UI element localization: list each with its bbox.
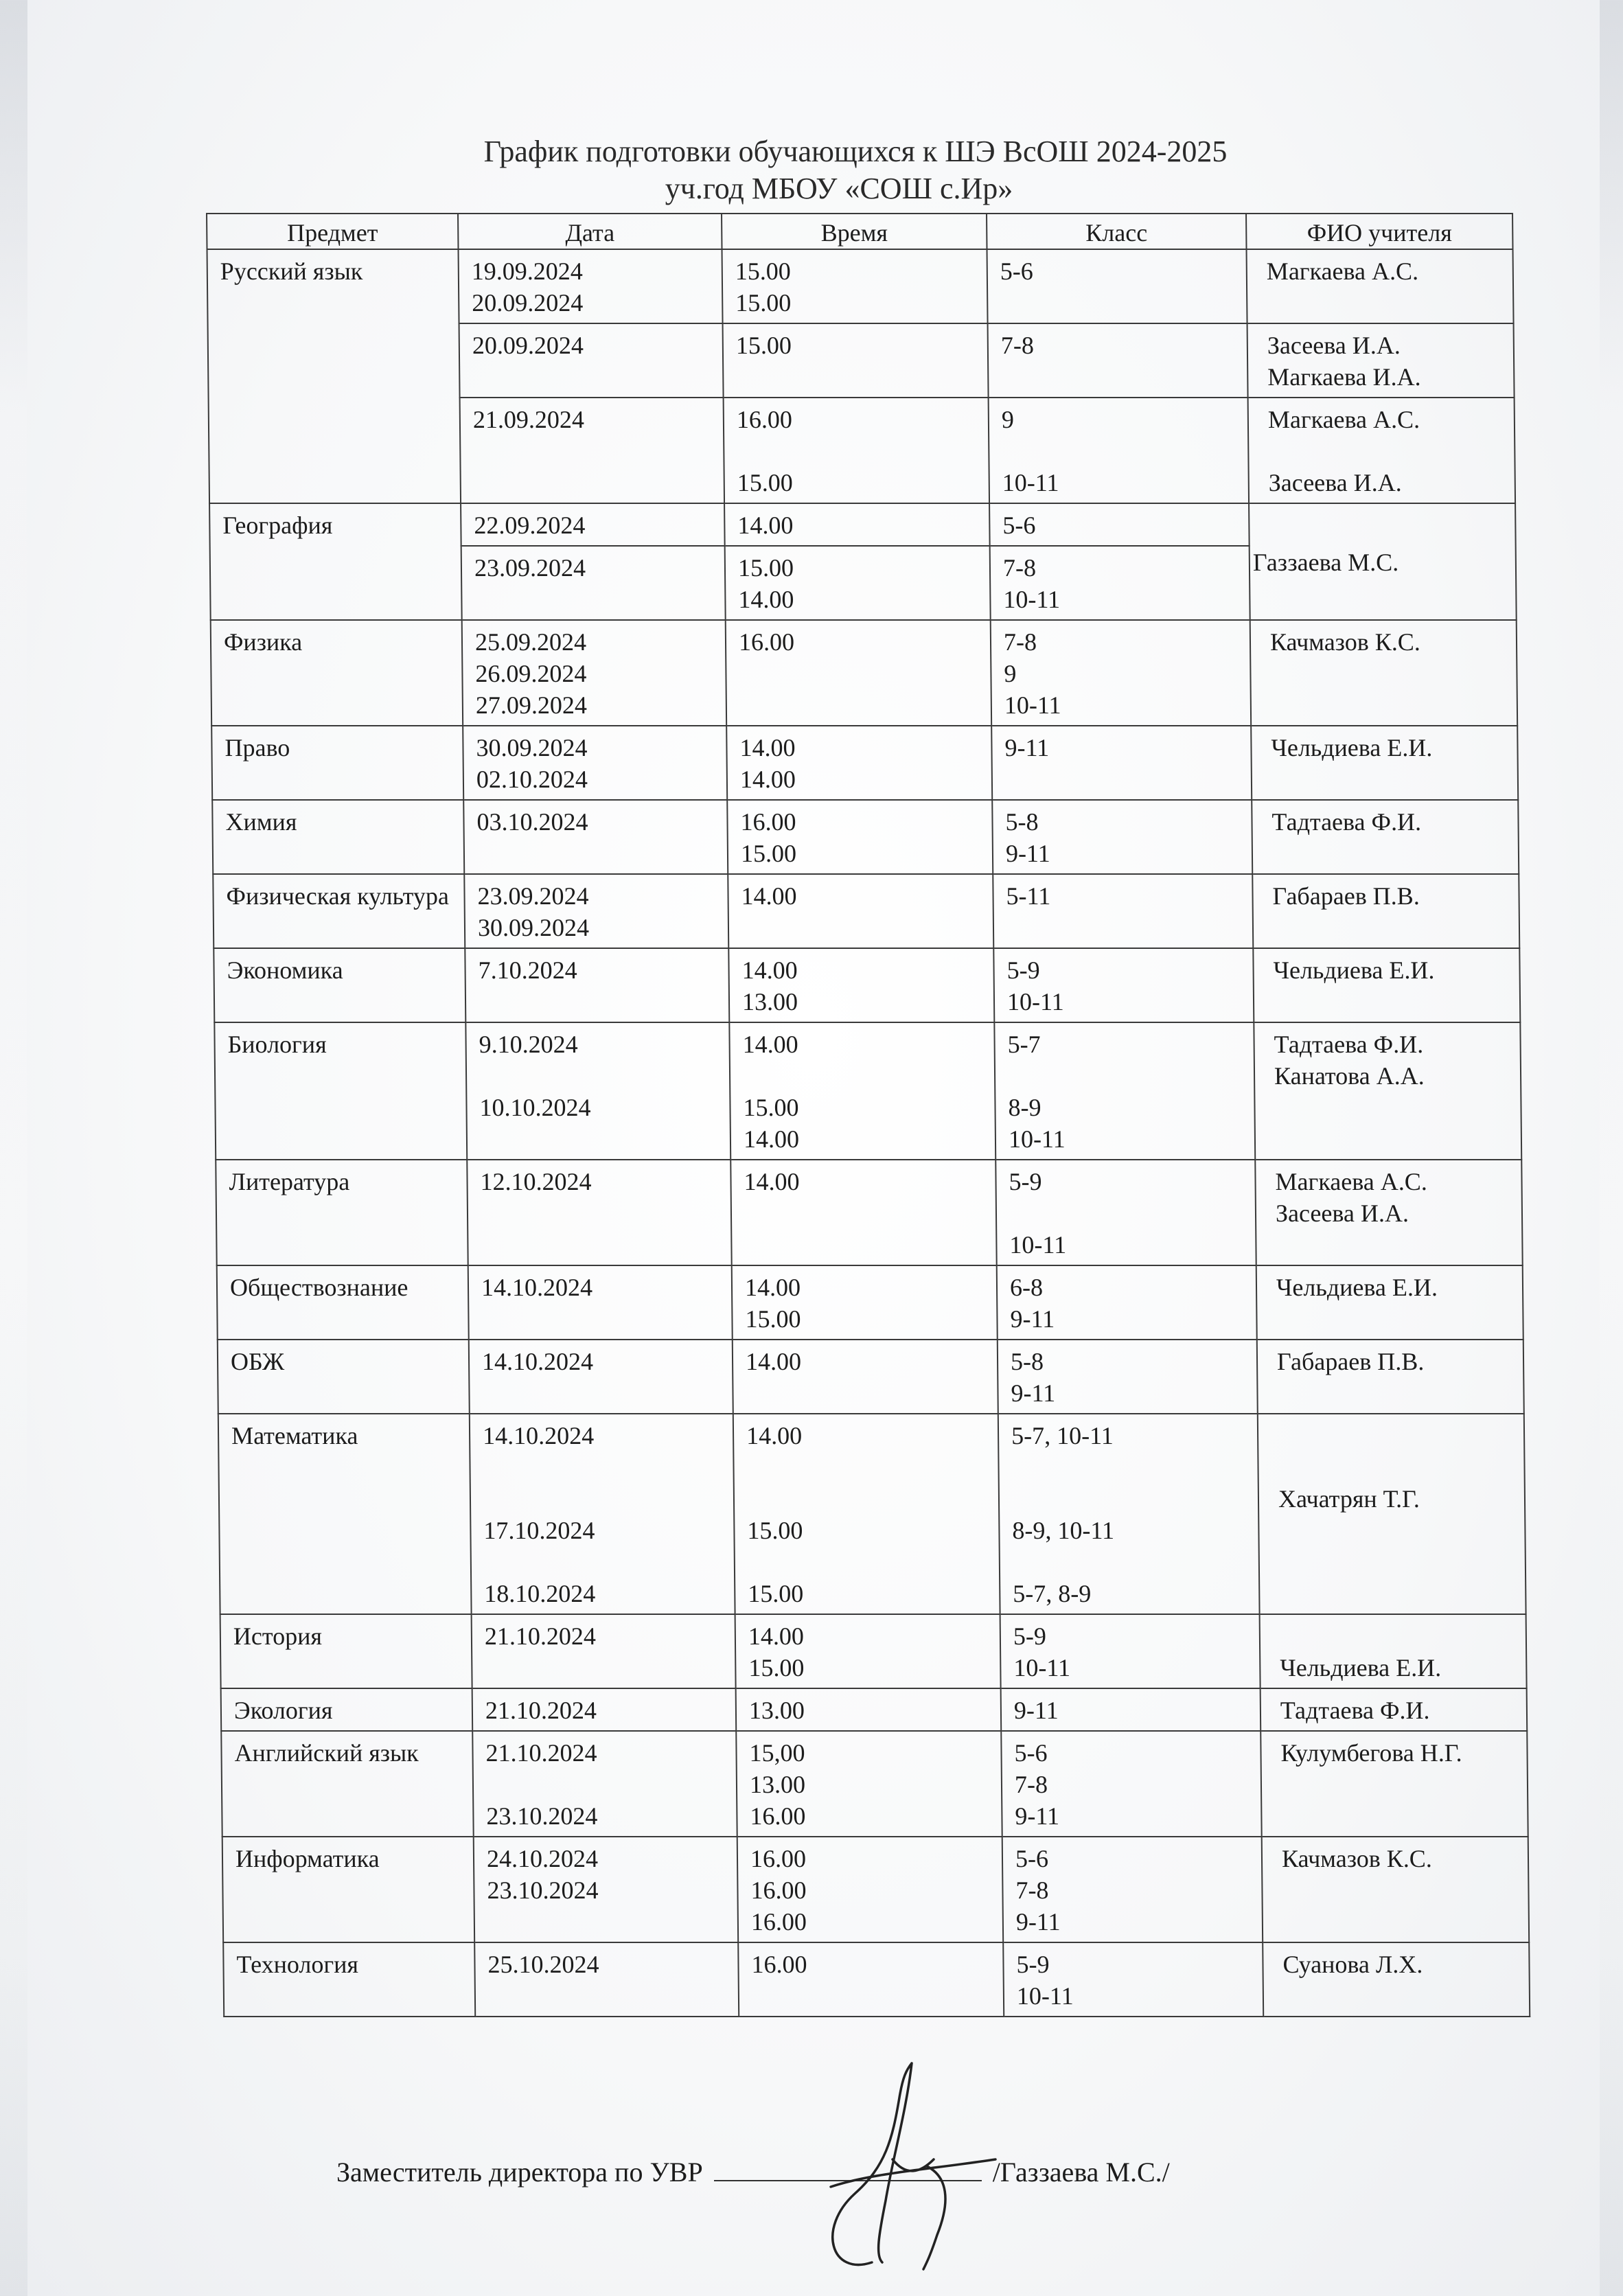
time-cell-line: 16.00 (736, 406, 793, 433)
subject-cell: Технология (223, 1942, 475, 2017)
position-label: Заместитель директора по УВР (336, 2157, 703, 2188)
class-cell-line: 7-8 (1015, 1876, 1049, 1904)
teacher-cell-line: Магкаева А.С. (1275, 1168, 1427, 1195)
time-cell-line (743, 1060, 985, 1092)
date-cell-line: 21.09.2024 (472, 406, 585, 433)
date-cell-line (479, 1060, 720, 1092)
class-cell-line: 7-8 (1000, 332, 1035, 359)
class-cell-line: 10-11 (1013, 1654, 1071, 1681)
date-cell-line: 14.10.2024 (481, 1274, 593, 1301)
date-cell-line: 23.10.2024 (486, 1802, 598, 1830)
table-row (214, 1022, 1521, 1160)
time-cell-line: 15.00 (735, 289, 792, 317)
teacher-cell-line: Суанова Л.Х. (1282, 1951, 1423, 1978)
table-row (221, 1688, 1528, 1731)
teacher-cell (1252, 874, 1519, 948)
class-cell (998, 1414, 1260, 1614)
class-cell (989, 503, 1250, 546)
class-cell (1002, 1837, 1263, 1942)
time-cell (728, 874, 993, 948)
teacher-cell (1250, 620, 1517, 726)
date-cell (465, 1022, 730, 1160)
date-cell-line: 9.10.2024 (479, 1031, 578, 1058)
time-cell (725, 546, 991, 620)
subject-cell: ОБЖ (218, 1340, 470, 1414)
class-cell-line (1012, 1483, 1248, 1515)
teacher-cell-line: Канатова А.А. (1274, 1062, 1425, 1090)
class-cell (1000, 1614, 1261, 1688)
teacher-cell (1251, 726, 1518, 800)
table-row (223, 1942, 1530, 2017)
teacher-cell-line: Засеева И.А. (1268, 469, 1402, 496)
teacher-cell-line: Качмазов К.С. (1281, 1845, 1432, 1872)
table-row (217, 1265, 1523, 1340)
class-cell (995, 1160, 1256, 1265)
date-cell-line: 25.09.2024 (474, 628, 587, 656)
subject-cell: Обществознание (217, 1265, 469, 1340)
time-cell-line: 14.00 (739, 766, 796, 793)
date-cell-line: 24.10.2024 (486, 1845, 599, 1872)
class-cell-line: 9-11 (1013, 1697, 1059, 1724)
time-cell-line: 16.00 (750, 1908, 807, 1936)
teacher-cell (1260, 1614, 1527, 1688)
subject-cell: Экономика (214, 948, 465, 1022)
teacher-cell-line: Габараев П.В. (1272, 882, 1420, 910)
subject-cell: Экология (221, 1688, 473, 1731)
class-cell-line (1011, 1451, 1247, 1483)
time-cell (727, 800, 993, 874)
date-cell (464, 874, 728, 948)
time-cell-line: 15.00 (748, 1580, 804, 1607)
time-cell-line: 14.00 (748, 1622, 805, 1650)
time-cell (735, 1614, 1001, 1688)
date-cell (470, 1414, 735, 1614)
date-cell-line: 21.10.2024 (485, 1697, 597, 1724)
date-cell (472, 1731, 737, 1837)
time-cell-line: 13.00 (741, 988, 798, 1015)
teacher-cell-line: Хачатрян Т.Г. (1278, 1485, 1420, 1513)
class-cell-line: 9-11 (1015, 1908, 1061, 1936)
class-cell-line (1008, 1060, 1244, 1092)
time-cell (724, 503, 990, 546)
date-cell-line: 20.09.2024 (472, 289, 584, 317)
subject-cell: Физика (211, 620, 463, 726)
time-cell-line (746, 1451, 988, 1483)
date-cell (465, 948, 729, 1022)
class-cell (1001, 1688, 1261, 1731)
subject-cell: География (209, 503, 462, 620)
table-row (218, 1340, 1524, 1414)
table-row (211, 620, 1517, 726)
table-header-row (207, 214, 1512, 249)
time-cell-line: 16.00 (750, 1876, 807, 1904)
teacher-cell-line: Засеева И.А. (1275, 1199, 1409, 1227)
teacher-cell-line: Тадтаева Ф.И. (1274, 1031, 1424, 1058)
date-cell-line: 10.10.2024 (479, 1094, 591, 1121)
time-cell (732, 1265, 998, 1340)
class-cell-line: 9-11 (1015, 1802, 1060, 1830)
time-cell-line: 16.00 (740, 808, 796, 836)
time-cell-line: 15.00 (748, 1654, 805, 1681)
time-cell-line: 15.00 (737, 554, 794, 582)
time-cell-line: 14.00 (738, 586, 794, 613)
table-row (211, 726, 1518, 800)
schedule-table-body (207, 249, 1530, 2017)
time-cell-line (748, 1546, 989, 1578)
date-cell (474, 1837, 738, 1942)
time-cell-line: 14.00 (737, 512, 794, 539)
date-cell-line: 14.10.2024 (481, 1348, 594, 1375)
class-cell-line: 8-9 (1008, 1094, 1041, 1121)
document-title-line-1: График подготовки обучающихся к ШЭ ВсОШ 2024-2025 (483, 135, 1228, 168)
date-cell-line: 18.10.2024 (484, 1580, 596, 1607)
teacher-cell-line: Чельдиева Е.И. (1271, 734, 1433, 761)
teacher-cell-line: Тадтаева Ф.И. (1271, 808, 1422, 836)
date-cell-line: 19.09.2024 (471, 257, 584, 285)
date-cell (461, 503, 725, 546)
class-cell-line: 10-11 (1004, 691, 1061, 719)
teacher-cell-line (1278, 1451, 1514, 1483)
table-row (221, 1731, 1528, 1837)
time-cell (723, 323, 989, 398)
date-cell-line: 12.10.2024 (480, 1168, 592, 1195)
time-cell (728, 948, 994, 1022)
class-cell-line (1002, 435, 1238, 467)
table-row (207, 249, 1514, 323)
date-cell-line: 14.10.2024 (482, 1422, 595, 1449)
date-cell-line: 30.09.2024 (476, 734, 588, 761)
teacher-cell-line: Чельдиева Е.И. (1280, 1654, 1442, 1681)
date-cell (463, 800, 728, 874)
date-cell (469, 1340, 733, 1414)
class-cell (1001, 1731, 1261, 1837)
class-cell-line: 5-6 (1002, 512, 1036, 539)
date-cell (462, 620, 726, 726)
class-cell (998, 1340, 1258, 1414)
time-cell-line: 15.00 (745, 1305, 801, 1333)
date-cell-line (483, 1483, 724, 1515)
class-cell-line: 5-6 (1000, 257, 1034, 285)
time-cell-line: 15,00 (749, 1739, 805, 1767)
table-row (222, 1837, 1529, 1942)
class-cell-line: 5-8 (1005, 808, 1039, 836)
teacher-cell-line: Кулумбегова Н.Г. (1280, 1739, 1462, 1767)
class-cell (994, 1022, 1255, 1160)
date-cell-line (474, 467, 714, 498)
date-cell-line (473, 435, 713, 467)
class-cell-line: 5-9 (1009, 1168, 1042, 1195)
table-row (212, 800, 1519, 874)
date-cell (460, 398, 724, 503)
teacher-cell-line: Газзаева М.С. (1252, 549, 1399, 576)
teacher-cell (1262, 1837, 1529, 1942)
date-cell (461, 546, 726, 620)
teacher-cell-line: Магкаева А.С. (1267, 406, 1420, 433)
class-cell (990, 546, 1250, 620)
date-cell-line: 7.10.2024 (478, 956, 577, 984)
time-cell (736, 1731, 1002, 1837)
teacher-cell (1249, 503, 1517, 620)
class-cell-line: 10-11 (1009, 1231, 1067, 1259)
class-cell-line: 6-8 (1009, 1274, 1044, 1301)
subject-cell: Физическая культура (213, 874, 465, 948)
date-cell (459, 249, 723, 323)
date-cell-line (486, 1769, 726, 1800)
class-cell (987, 249, 1247, 323)
date-cell-line: 21.10.2024 (484, 1622, 597, 1650)
time-cell (736, 1688, 1002, 1731)
time-cell (726, 620, 991, 726)
class-cell (991, 726, 1252, 800)
teacher-cell-line: Чельдиева Е.И. (1273, 956, 1435, 984)
subject-cell: Биология (214, 1022, 467, 1160)
teacher-cell-line: Магкаева И.А. (1267, 363, 1421, 391)
class-cell-line: 5-8 (1010, 1348, 1044, 1375)
teacher-cell (1255, 1160, 1522, 1265)
date-cell (472, 1614, 736, 1688)
signature-block (336, 2156, 1170, 2188)
class-cell-line: 5-6 (1014, 1739, 1048, 1767)
time-cell-line: 14.00 (742, 1031, 798, 1058)
date-cell-line (484, 1546, 724, 1578)
class-cell-line: 10-11 (1006, 988, 1064, 1015)
teacher-cell-line (1278, 1420, 1514, 1451)
teacher-cell (1252, 800, 1519, 874)
class-cell-line: 7-8 (1003, 628, 1037, 656)
teacher-cell-line: Магкаева А.С. (1266, 257, 1419, 285)
time-cell (726, 726, 992, 800)
teacher-cell (1261, 1731, 1528, 1837)
subject-cell: История (220, 1614, 472, 1688)
column-header-date: Дата (458, 214, 722, 249)
date-cell (468, 1265, 733, 1340)
time-cell-line (747, 1483, 989, 1515)
column-header-teacher: ФИО учителя (1246, 214, 1512, 249)
class-cell (992, 800, 1252, 874)
time-cell-line: 14.00 (739, 734, 796, 761)
class-cell-line: 9-11 (1011, 1379, 1056, 1407)
teacher-cell-line: Габараев П.В. (1276, 1348, 1425, 1375)
class-cell-line: 9 (1004, 660, 1017, 687)
date-cell-line: 25.10.2024 (487, 1951, 599, 1978)
class-cell-line: 9 (1001, 406, 1015, 433)
date-cell-line: 23.09.2024 (474, 554, 586, 582)
table-row (216, 1160, 1522, 1265)
teacher-cell (1258, 1414, 1526, 1614)
time-cell (737, 1837, 1003, 1942)
time-cell (730, 1160, 996, 1265)
time-cell (724, 398, 989, 503)
subject-cell: Русский язык (207, 249, 461, 503)
class-cell (993, 948, 1254, 1022)
class-cell-line: 10-11 (1002, 469, 1059, 496)
time-cell-line: 13.00 (749, 1771, 806, 1798)
teacher-cell (1254, 1022, 1521, 1160)
time-cell-line (737, 435, 978, 467)
column-header-subject: Предмет (207, 214, 458, 249)
column-header-class: Класс (987, 214, 1246, 249)
teacher-cell (1247, 249, 1514, 323)
date-cell-line: 21.10.2024 (485, 1739, 597, 1767)
subject-cell: Право (211, 726, 463, 800)
time-cell (738, 1942, 1004, 2017)
class-cell (991, 620, 1251, 726)
time-cell-line: 16.00 (750, 1845, 807, 1872)
time-cell-line: 14.00 (745, 1348, 802, 1375)
class-cell-line: 5-9 (1013, 1622, 1047, 1650)
date-cell-line: 23.09.2024 (477, 882, 589, 910)
class-cell-line: 9-11 (1010, 1305, 1055, 1333)
class-cell-line: 5-7, 8-9 (1013, 1580, 1092, 1607)
class-cell-line: 5-9 (1006, 956, 1040, 984)
time-cell (729, 1022, 995, 1160)
date-cell (474, 1942, 739, 2017)
table-row (209, 503, 1516, 546)
time-cell-line: 14.00 (741, 956, 798, 984)
class-cell-line: 5-9 (1016, 1951, 1050, 1978)
date-cell-line: 23.10.2024 (487, 1876, 599, 1904)
teacher-cell-line (1280, 1620, 1516, 1652)
teacher-cell (1257, 1340, 1524, 1414)
handwritten-signature (790, 2056, 1009, 2283)
time-cell-line: 16.00 (738, 628, 795, 656)
schedule-table (206, 213, 1530, 2017)
teacher-cell-line (1268, 435, 1504, 467)
time-cell-line: 13.00 (748, 1697, 805, 1724)
teacher-cell (1263, 1942, 1530, 2017)
teacher-cell-line: Тадтаева Ф.И. (1280, 1697, 1430, 1724)
teacher-cell (1261, 1688, 1528, 1731)
time-cell (722, 249, 988, 323)
teacher-cell-line: Качмазов К.С. (1269, 628, 1420, 656)
document-title-line-2: уч.год МБОУ «СОШ с.Ир» (665, 172, 1013, 205)
class-cell-line: 10-11 (1016, 1982, 1074, 2010)
table-row (213, 874, 1519, 948)
time-cell-line: 14.00 (746, 1422, 803, 1449)
class-cell-line: 10-11 (1008, 1125, 1066, 1153)
class-cell (989, 398, 1249, 503)
date-cell-line: 17.10.2024 (483, 1517, 595, 1544)
class-cell-line: 5-11 (1006, 882, 1051, 910)
time-cell-line: 15.00 (735, 332, 792, 359)
time-cell-line: 14.00 (744, 1274, 801, 1301)
date-cell (472, 1688, 737, 1731)
class-cell-line: 9-11 (1004, 734, 1050, 761)
class-cell (988, 323, 1248, 398)
teacher-cell (1253, 948, 1520, 1022)
date-cell-line: 03.10.2024 (476, 808, 588, 836)
class-cell (997, 1265, 1257, 1340)
signer-name: /Газзаева М.С./ (992, 2157, 1170, 2188)
subject-cell: Математика (218, 1414, 472, 1614)
class-cell (993, 874, 1253, 948)
class-cell-line: 5-6 (1015, 1845, 1049, 1872)
date-cell-line: 26.09.2024 (475, 660, 587, 687)
time-cell (733, 1414, 1000, 1614)
class-cell-line: 5-7, 10-11 (1011, 1422, 1114, 1449)
class-cell-line: 7-8 (1014, 1771, 1048, 1798)
subject-cell: Литература (216, 1160, 468, 1265)
time-cell-line: 14.00 (744, 1168, 800, 1195)
time-cell-line: 15.00 (737, 469, 793, 496)
time-cell-line: 14.00 (743, 1125, 800, 1153)
time-cell-line: 16.00 (751, 1951, 807, 1978)
class-cell-line: 5-7 (1007, 1031, 1041, 1058)
class-cell-line: 9-11 (1005, 840, 1050, 867)
teacher-cell-line: Чельдиева Е.И. (1276, 1274, 1438, 1301)
subject-cell: Английский язык (221, 1731, 473, 1837)
class-cell-line (1013, 1546, 1249, 1578)
table-row (218, 1414, 1526, 1614)
column-header-time: Время (722, 214, 987, 249)
subject-cell: Химия (212, 800, 464, 874)
date-cell-line: 02.10.2024 (476, 766, 588, 793)
date-cell-line: 22.09.2024 (474, 512, 586, 539)
time-cell-line: 14.00 (741, 882, 797, 910)
class-cell (1003, 1942, 1263, 2017)
date-cell-line: 20.09.2024 (472, 332, 584, 359)
teacher-cell (1248, 398, 1515, 503)
class-cell-line: 8-9, 10-11 (1012, 1517, 1115, 1544)
teacher-cell (1256, 1265, 1523, 1340)
date-cell (467, 1160, 731, 1265)
class-cell-line (1009, 1197, 1245, 1229)
table-row (214, 948, 1520, 1022)
teacher-cell-line: Засеева И.А. (1267, 332, 1401, 359)
date-cell-line: 30.09.2024 (477, 914, 590, 941)
time-cell-line: 15.00 (735, 257, 792, 285)
time-cell-line: 15.00 (747, 1517, 803, 1544)
date-cell (463, 726, 727, 800)
time-cell-line: 16.00 (750, 1802, 806, 1830)
subject-cell: Информатика (222, 1837, 474, 1942)
date-cell-line (483, 1451, 723, 1483)
class-cell-line: 10-11 (1003, 586, 1061, 613)
time-cell (733, 1340, 998, 1414)
teacher-cell (1247, 323, 1515, 398)
time-cell-line: 15.00 (740, 840, 797, 867)
time-cell-line: 15.00 (743, 1094, 799, 1121)
class-cell-line: 7-8 (1002, 554, 1037, 582)
table-row (220, 1614, 1527, 1688)
date-cell-line: 27.09.2024 (475, 691, 588, 719)
date-cell (459, 323, 724, 398)
